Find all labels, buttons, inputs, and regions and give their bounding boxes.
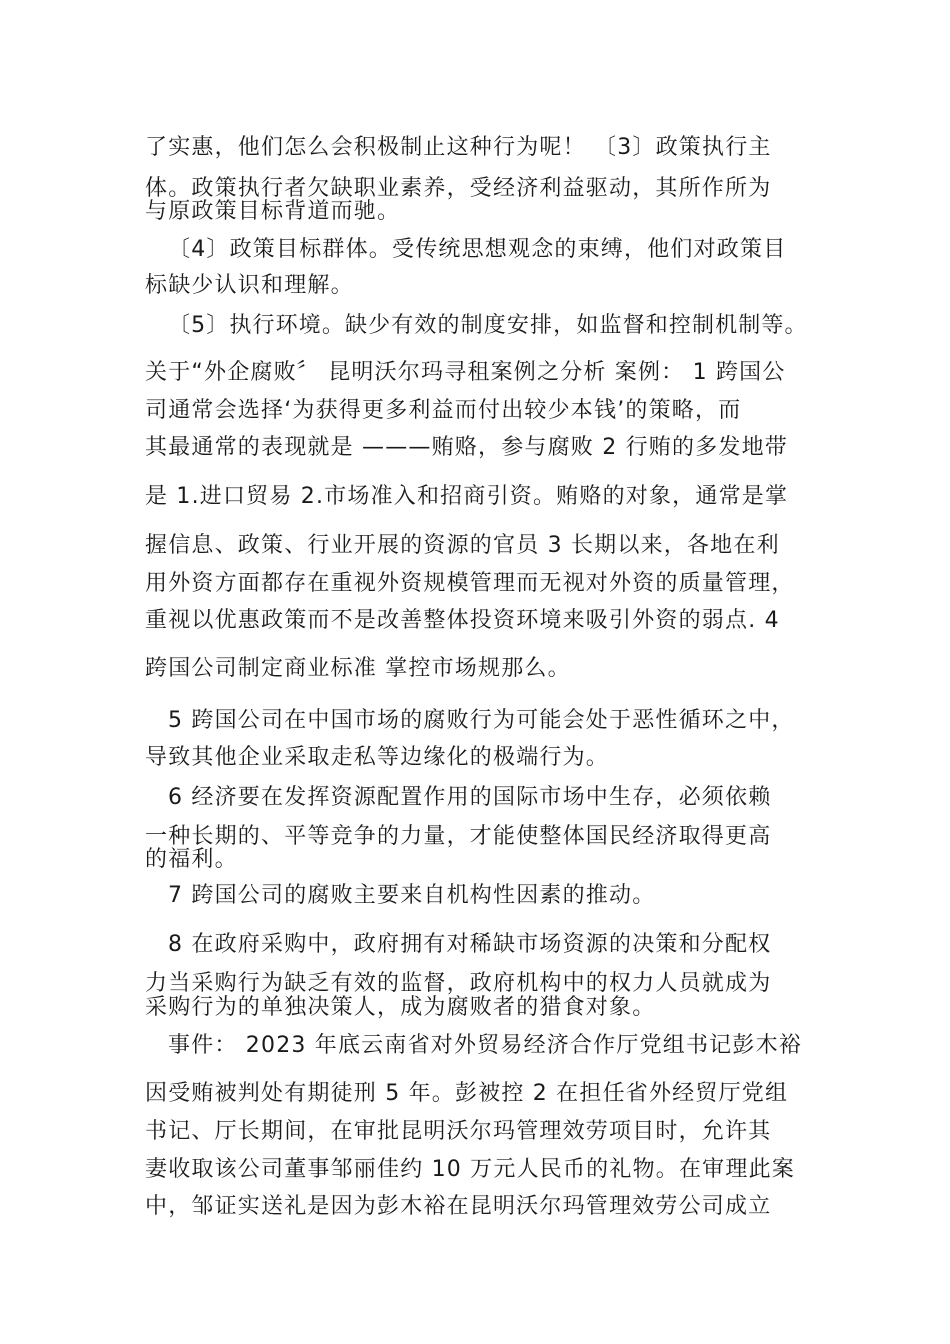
text-line: 重视以优惠政策而不是改善整体投资环境来吸引外资的弱点. 4 [145,608,780,633]
text-line: 力当采购行为缺乏有效的监督，政府机构中的权力人员就成为 [145,971,772,996]
text-line: 体。政策执行者欠缺职业素养，受经济利益驱动，其所作所为 [145,176,772,201]
text-line: 导致其他企业采取走私等边缘化的极端行为。 [145,745,610,770]
text-line: 与原政策目标背道而驰。 [145,199,401,224]
text-line: 因受贿被判处有期徒刑 5 年。彭被控 2 在担任省外经贸厅党组 [145,1081,789,1106]
text-line: 6 经济要在发挥资源配置作用的国际市场中生存，必须依赖 [168,785,772,810]
text-line: 8 在政府采购中，政府拥有对稀缺市场资源的决策和分配权 [168,932,772,957]
text-line: 其最通常的表现就是 ———贿赂，参与腐败 2 行贿的多发地带 [145,435,788,460]
text-line: 书记、厅长期间，在审批昆明沃尔玛管理效劳项目时，允许其 [145,1119,772,1144]
text-line: 司通常会选择‘为获得更多利益而付出较少本钱’的策略，而 [145,398,742,423]
text-line: 是 1.进口贸易 2.市场准入和招商引资。贿赂的对象，通常是掌 [145,484,789,509]
text-line: 握信息、政策、行业开展的资源的官员 3 长期以来，各地在利 [145,533,780,558]
text-line: 了实惠，他们怎么会积极制止这种行为呢！ 〔3〕政策执行主 [145,135,772,160]
text-line: 的福利。 [145,847,238,872]
text-line: 标缺少认识和理解。 [145,273,354,298]
text-line: 一种长期的、平等竞争的力量，才能使整体国民经济取得更高 [145,824,772,849]
text-line: 跨国公司制定商业标准 掌控市场规那么。 [145,656,571,681]
text-line: 7 跨国公司的腐败主要来自机构性因素的推动。 [168,883,656,908]
text-line: 中，邹证实送礼是因为彭木裕在昆明沃尔玛管理效劳公司成立 [145,1194,772,1219]
text-line: 〔5〕执行环境。缺少有效的制度安排，如监督和控制机制等。 [168,313,808,338]
text-line: 关于“外企腐败〞 昆明沃尔玛寻租案例之分析 案例： 1 跨国公 [145,360,786,385]
text-line: 〔4〕政策目标群体。受传统思想观念的束缚，他们对政策目 [168,237,787,262]
text-line: 用外资方面都存在重视外资规模管理而无视对外资的质量管理， [145,571,795,596]
text-line: 5 跨国公司在中国市场的腐败行为可能会处于恶性循环之中， [168,708,795,733]
text-line: 妻收取该公司董事邹丽佳约 10 万元人民币的礼物。在审理此案 [145,1157,795,1182]
text-line: 采购行为的单独决策人，成为腐败者的猎食对象。 [145,995,656,1020]
text-line: 事件： 2023 年底云南省对外贸易经济合作厅党组书记彭木裕 [168,1033,802,1058]
